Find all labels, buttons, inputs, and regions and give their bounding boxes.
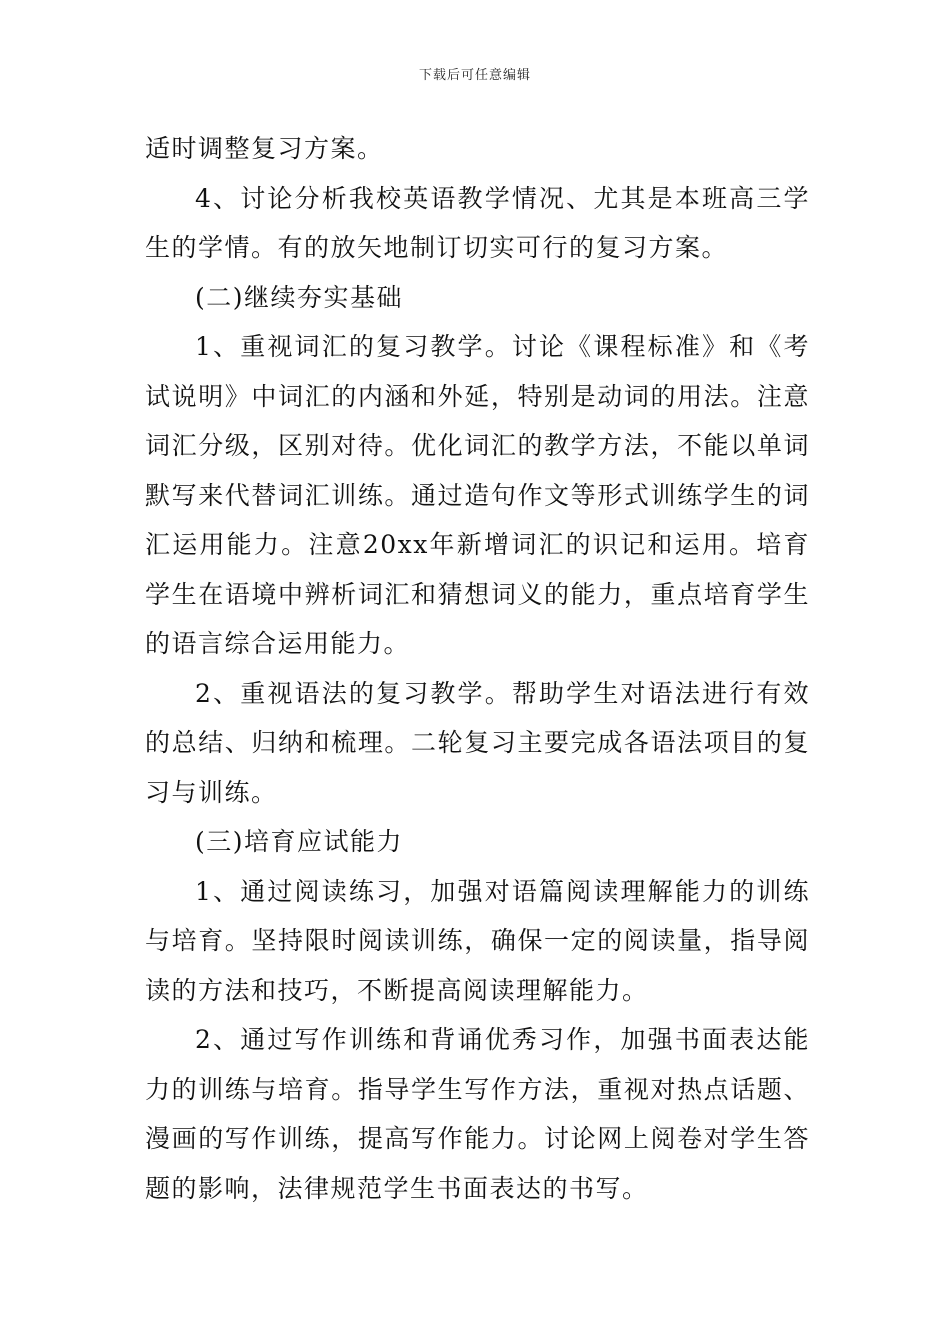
paragraph: 1、通过阅读练习，加强对语篇阅读理解能力的训练与培育。坚持限时阅读训练，确保一定的阅读量，指导阅读的方法和技巧，不断提高阅读理解能力。 xyxy=(145,876,810,1005)
paragraph: 2、通过写作训练和背诵优秀习作，加强书面表达能力的训练与培育。指导学生写作方法，重视对热点话题、漫画的写作训练，提高写作能力。讨论网上阅卷对学生答题的影响，法律规范学生书面表达的书写。 xyxy=(145,1025,810,1203)
page-header: 下载后可任意编辑 xyxy=(418,68,531,83)
paragraph: 1、重视词汇的复习教学。讨论《课程标准》和《考试说明》中词汇的内涵和外延，特别是动词的用法。注意词汇分级，区别对待。优化词汇的教学方法，不能以单词默写来代替词汇训练。通过造句作文等形式训练学生的词汇运用能力。注意20xx年新增词汇的识记和运用。培育学生在语境中辨析词汇和猜想词义的能力，重点培育学生的语言综合运用能力。 xyxy=(145,332,810,658)
document-body xyxy=(145,124,810,1213)
paragraph: 适时调整复习方案。 xyxy=(145,134,384,163)
paragraph: 2、重视语法的复习教学。帮助学生对语法进行有效的总结、归纳和梳理。二轮复习主要完成各语法项目的复习与训练。 xyxy=(145,678,810,807)
paragraph: 4、讨论分析我校英语教学情况、尤其是本班高三学生的学情。有的放矢地制订切实可行的复习方案。 xyxy=(145,183,810,262)
section-heading: (二)继续夯实基础 xyxy=(195,282,404,312)
section-heading: (三)培育应试能力 xyxy=(195,827,404,856)
